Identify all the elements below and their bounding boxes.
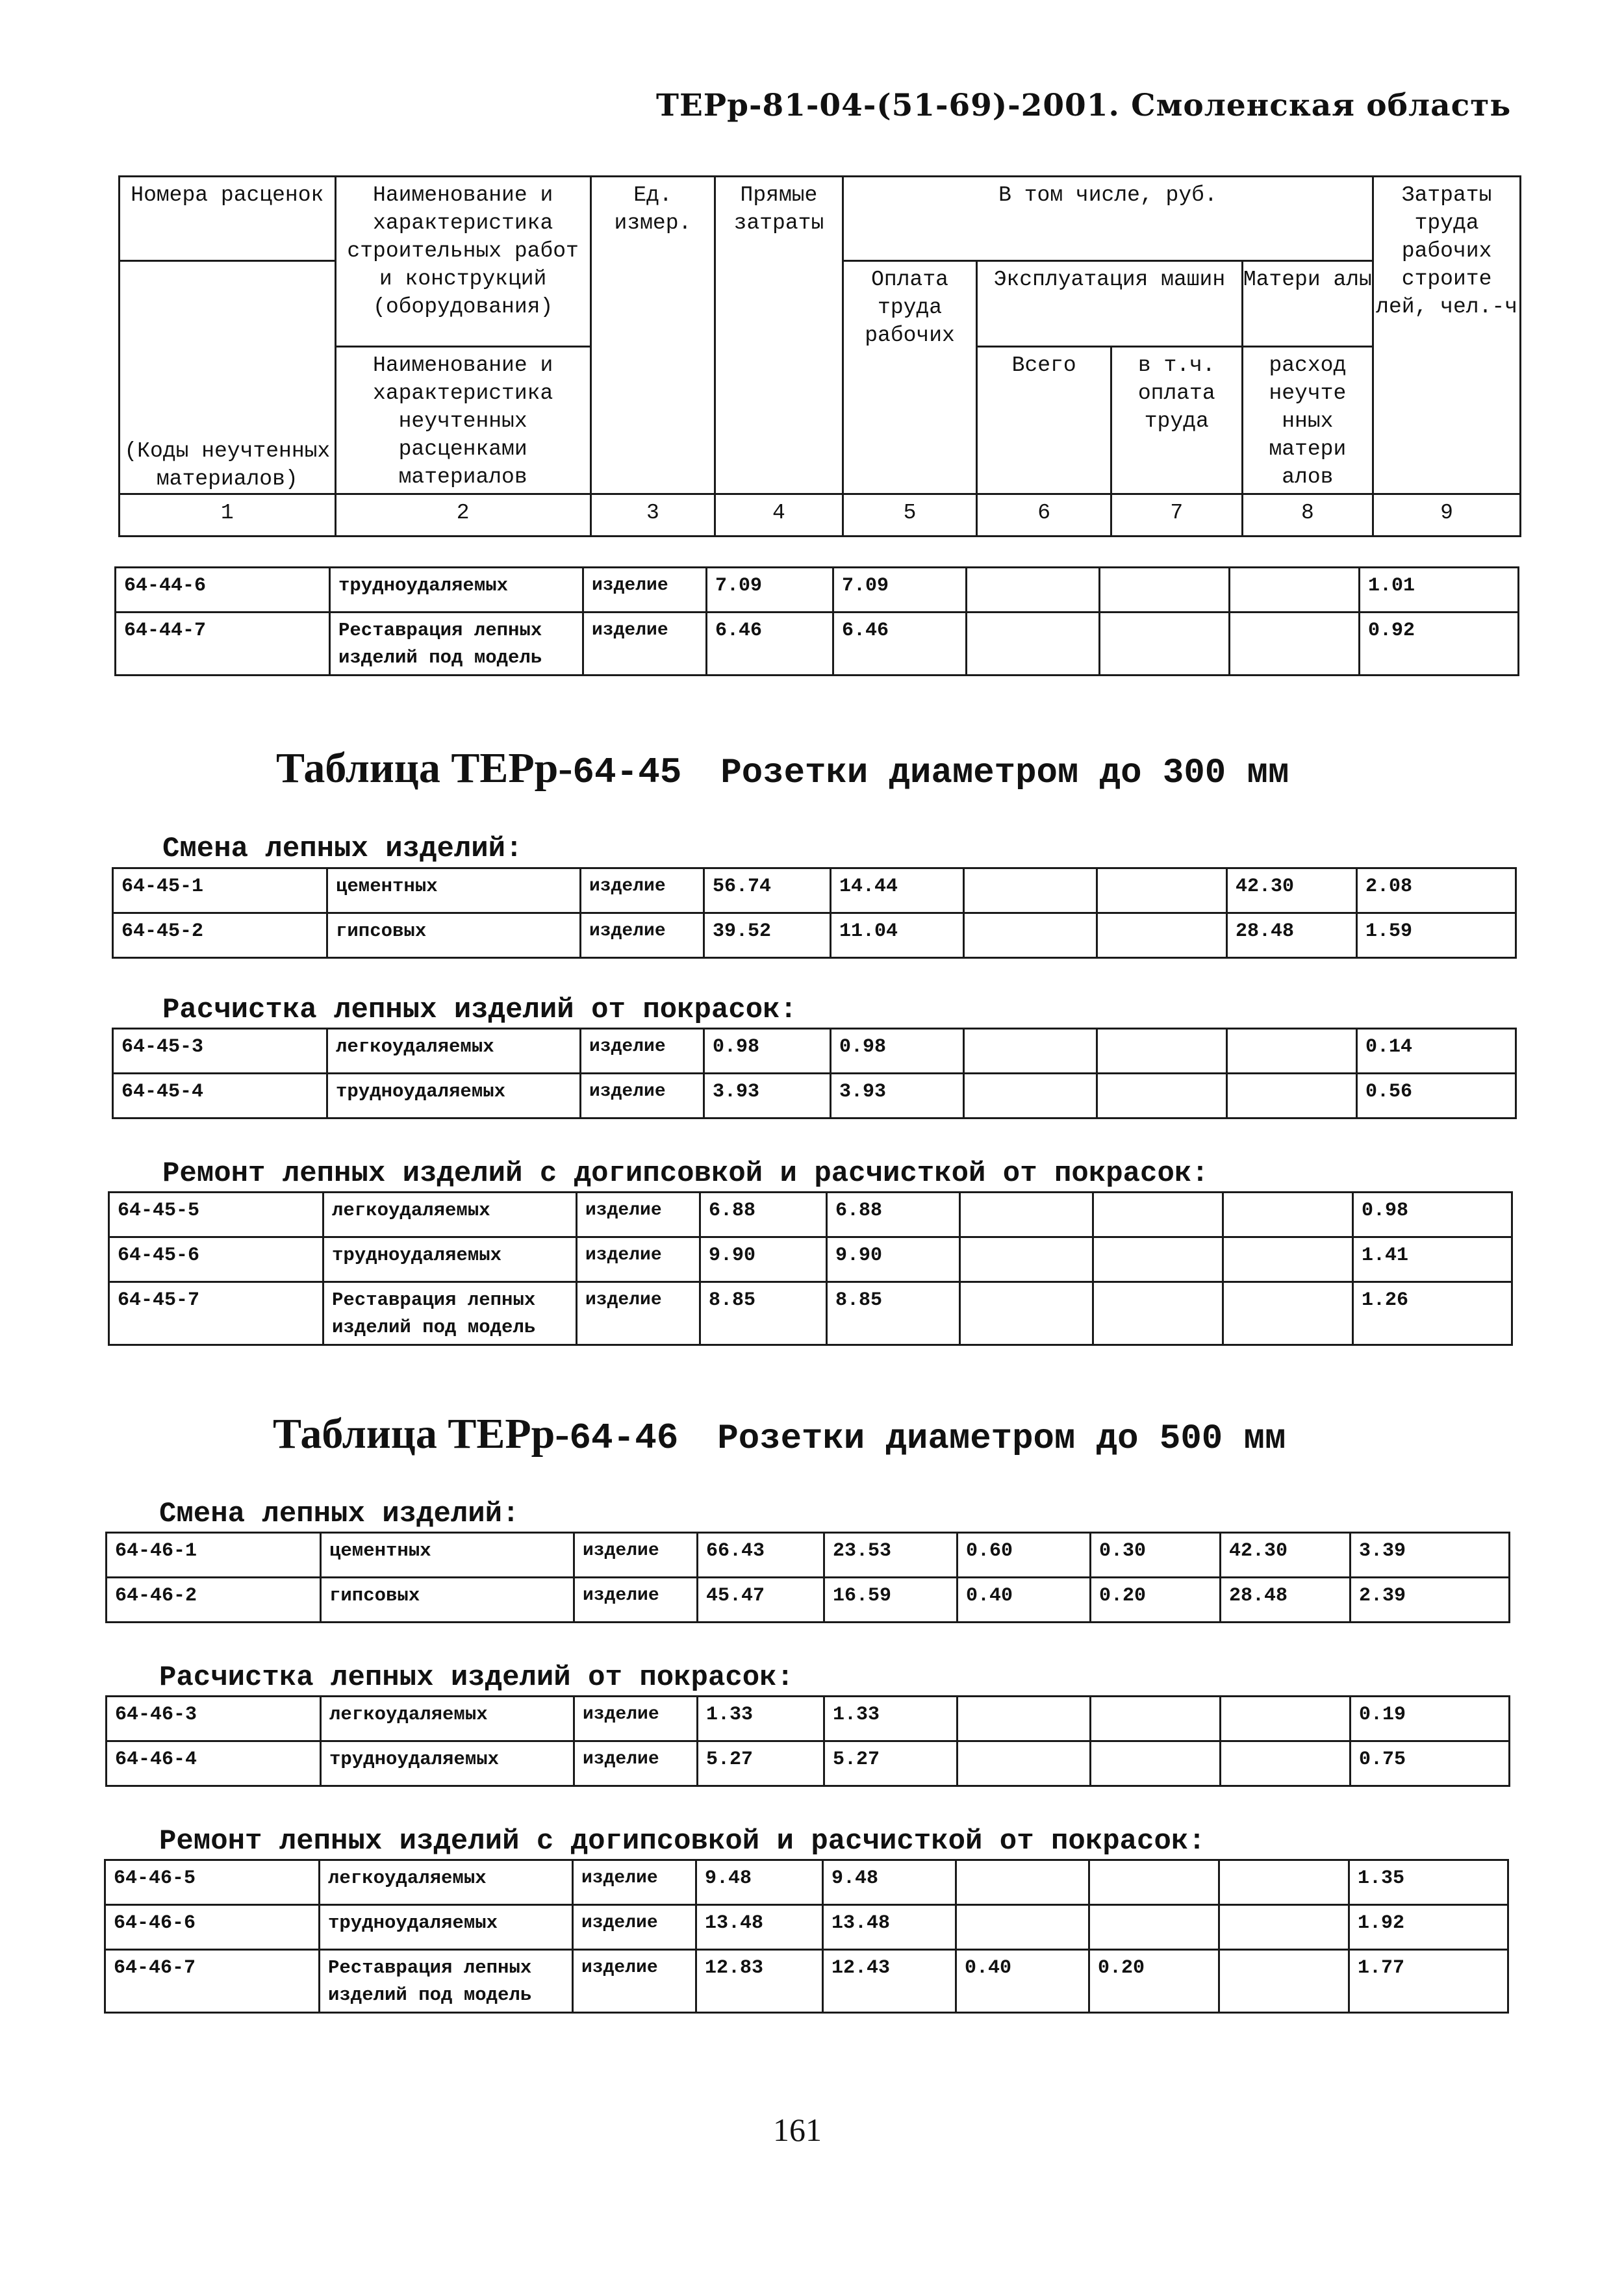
row-name: Реставрация лепных изделий под модель [324,1282,577,1345]
row-machines-total [960,1193,1093,1237]
row-labor-hours: 1.59 [1357,913,1516,958]
col-number: 5 [843,494,977,537]
col-labor-pay-header: Оплата труда рабочих [843,261,977,494]
col-materials-sub-header: расход неучте нных матери алов [1242,346,1373,494]
row-name: цементных [327,868,581,913]
row-labor-hours: 0.14 [1357,1029,1516,1074]
row-direct-cost: 5.27 [698,1741,824,1786]
row-unit: изделие [577,1237,700,1282]
row-machines-total: 0.40 [958,1578,1091,1623]
column-header-table [118,175,1521,537]
row-code: 64-45-1 [113,868,327,913]
row-labor-pay: 6.46 [833,613,967,676]
row-unit: изделие [581,913,704,958]
col-code-sub-header: (Коды неучтенных материалов) [120,261,336,494]
row-labor-pay: 1.33 [824,1697,958,1741]
table-row [109,1193,1512,1237]
table-row [105,1905,1508,1950]
row-unit: изделие [581,1029,704,1074]
row-code: 64-45-2 [113,913,327,958]
row-name: трудноудаляемых [330,568,583,613]
row-machines-total [956,1860,1089,1905]
row-materials [1223,1282,1353,1345]
row-labor-hours: 3.39 [1351,1533,1510,1578]
row-code: 64-44-6 [116,568,330,613]
row-name: трудноудаляемых [327,1074,581,1118]
row-labor-pay: 9.48 [823,1860,956,1905]
col-direct-cost-header: Прямые затраты [715,177,843,494]
row-direct-cost: 39.52 [704,913,831,958]
row-labor-pay: 9.90 [827,1237,960,1282]
row-name: легкоудаляемых [321,1697,574,1741]
row-materials [1221,1697,1351,1741]
row-code: 64-45-7 [109,1282,324,1345]
row-materials [1221,1741,1351,1786]
row-machines-labor [1097,913,1227,958]
row-unit: изделие [574,1741,698,1786]
row-machines-labor [1100,613,1230,676]
row-unit: изделие [573,1860,696,1905]
row-code: 64-45-4 [113,1074,327,1118]
table-row [116,568,1519,613]
row-code: 64-46-7 [105,1950,320,2013]
col-number: 3 [590,494,715,537]
row-machines-labor [1091,1697,1221,1741]
row-direct-cost: 9.48 [696,1860,823,1905]
row-name: Реставрация лепных изделий под модель [320,1950,573,2013]
col-number: 2 [335,494,590,537]
row-machines-total [960,1282,1093,1345]
section-heading: Расчистка лепных изделий от покрасок: [159,1662,794,1694]
table-row [113,913,1516,958]
row-machines-total [964,913,1097,958]
row-direct-cost: 0.98 [704,1029,831,1074]
section-heading: Расчистка лепных изделий от покрасок: [162,994,797,1026]
row-direct-cost: 66.43 [698,1533,824,1578]
row-materials: 28.48 [1227,913,1357,958]
row-unit: изделие [583,568,707,613]
row-materials: 42.30 [1227,868,1357,913]
row-labor-pay: 13.48 [823,1905,956,1950]
col-unit-header: Ед. измер. [590,177,715,494]
row-labor-hours: 0.56 [1357,1074,1516,1118]
col-number: 4 [715,494,843,537]
row-labor-hours: 1.92 [1349,1905,1508,1950]
row-labor-pay: 11.04 [831,913,964,958]
rates-table [112,867,1517,959]
table-row [109,1237,1512,1282]
row-direct-cost: 6.46 [707,613,833,676]
row-machines-total: 0.60 [958,1533,1091,1578]
row-labor-pay: 16.59 [824,1578,958,1623]
section-heading: Смена лепных изделий: [159,1498,520,1530]
row-machines-total: 0.40 [956,1950,1089,2013]
row-materials [1219,1860,1349,1905]
section-heading: Ремонт лепных изделий с догипсовкой и расчисткой от покрасок: [159,1825,1206,1858]
col-machines-labor-header: в т.ч. оплата труда [1111,346,1242,494]
col-number: 1 [120,494,336,537]
row-machines-labor: 0.30 [1091,1533,1221,1578]
col-group-header: В том числе, руб. [843,177,1373,261]
col-name-sub-header: Наименование и характеристика неучтенных расценками материалов [335,346,590,494]
rates-table [112,1028,1517,1119]
row-materials [1219,1905,1349,1950]
row-code: 64-46-6 [105,1905,320,1950]
row-materials: 28.48 [1221,1578,1351,1623]
row-direct-cost: 8.85 [700,1282,827,1345]
row-labor-hours: 0.98 [1353,1193,1512,1237]
row-labor-pay: 3.93 [831,1074,964,1118]
row-unit: изделие [573,1905,696,1950]
row-code: 64-46-3 [107,1697,321,1741]
col-number: 8 [1242,494,1373,537]
row-unit: изделие [574,1578,698,1623]
row-materials: 42.30 [1221,1533,1351,1578]
row-direct-cost: 13.48 [696,1905,823,1950]
row-name: легкоудаляемых [327,1029,581,1074]
page-number: 161 [773,2112,822,2148]
row-name: трудноудаляемых [324,1237,577,1282]
row-machines-labor [1089,1860,1219,1905]
row-materials [1227,1029,1357,1074]
col-machines-total-header: Всего [977,346,1111,494]
section-heading: Смена лепных изделий: [162,833,523,865]
rates-table [105,1532,1510,1623]
row-machines-total [964,868,1097,913]
row-direct-cost: 45.47 [698,1578,824,1623]
row-direct-cost: 1.33 [698,1697,824,1741]
row-machines-labor [1097,1029,1227,1074]
row-code: 64-45-3 [113,1029,327,1074]
table-title-64-45: Таблица ТЕРр-64-45 Розетки диаметром до 300 мм [276,744,1289,793]
row-materials [1230,568,1360,613]
table-row [113,1029,1516,1074]
table-title-64-46: Таблица ТЕРр-64-46 Розетки диаметром до 500 мм [273,1410,1286,1459]
row-labor-pay: 5.27 [824,1741,958,1786]
row-machines-labor [1089,1905,1219,1950]
row-labor-pay: 6.88 [827,1193,960,1237]
row-code: 64-44-7 [116,613,330,676]
row-machines-labor: 0.20 [1089,1950,1219,2013]
row-name: трудноудаляемых [321,1741,574,1786]
rates-table [104,1859,1509,2014]
row-direct-cost: 56.74 [704,868,831,913]
row-name: гипсовых [327,913,581,958]
table-row [109,1282,1512,1345]
row-machines-total [958,1741,1091,1786]
row-unit: изделие [574,1533,698,1578]
row-unit: изделие [573,1950,696,2013]
row-machines-total [967,613,1100,676]
row-labor-hours: 0.75 [1351,1741,1510,1786]
row-labor-pay: 12.43 [823,1950,956,2013]
row-direct-cost: 12.83 [696,1950,823,2013]
row-name: легкоудаляемых [324,1193,577,1237]
col-number: 6 [977,494,1111,537]
row-unit: изделие [581,868,704,913]
row-labor-pay: 23.53 [824,1533,958,1578]
table-row [107,1578,1510,1623]
row-labor-hours: 2.08 [1357,868,1516,913]
col-name-header: Наименование и характеристика строительных работ и конструкций (оборудования) [335,177,590,347]
row-unit: изделие [583,613,707,676]
table-row [105,1950,1508,2013]
row-machines-total [960,1237,1093,1282]
section-heading: Ремонт лепных изделий с догипсовкой и расчисткой от покрасок: [162,1157,1209,1190]
row-unit: изделие [577,1193,700,1237]
row-name: легкоудаляемых [320,1860,573,1905]
row-unit: изделие [574,1697,698,1741]
row-machines-labor: 0.20 [1091,1578,1221,1623]
row-labor-hours: 1.77 [1349,1950,1508,2013]
row-machines-labor [1097,1074,1227,1118]
row-labor-hours: 0.19 [1351,1697,1510,1741]
row-unit: изделие [581,1074,704,1118]
row-labor-pay: 14.44 [831,868,964,913]
page-header: ТЕРр-81-04-(51-69)-2001. Смоленская область [656,88,1512,123]
rates-table [105,1695,1510,1787]
table-row [105,1860,1508,1905]
row-name: Реставрация лепных изделий под модель [330,613,583,676]
col-code-header: Номера расценок [120,177,336,261]
row-unit: изделие [577,1282,700,1345]
row-machines-total [967,568,1100,613]
row-machines-total [958,1697,1091,1741]
row-labor-hours: 1.26 [1353,1282,1512,1345]
row-labor-pay: 0.98 [831,1029,964,1074]
table-row [113,1074,1516,1118]
row-labor-hours: 1.35 [1349,1860,1508,1905]
row-machines-labor [1091,1741,1221,1786]
table-row [107,1533,1510,1578]
row-direct-cost: 6.88 [700,1193,827,1237]
row-materials [1227,1074,1357,1118]
row-labor-pay: 7.09 [833,568,967,613]
row-materials [1223,1237,1353,1282]
row-direct-cost: 9.90 [700,1237,827,1282]
row-machines-labor [1093,1282,1223,1345]
col-number: 7 [1111,494,1242,537]
row-name: цементных [321,1533,574,1578]
row-code: 64-46-2 [107,1578,321,1623]
row-name: трудноудаляемых [320,1905,573,1950]
row-machines-total [956,1905,1089,1950]
col-machines-header: Эксплуатация машин [977,261,1242,347]
table-row [107,1741,1510,1786]
row-code: 64-45-5 [109,1193,324,1237]
row-materials [1219,1950,1349,2013]
col-labor-hours-header: Затраты труда рабочих строите лей, чел.-ч [1373,177,1521,494]
row-code: 64-45-6 [109,1237,324,1282]
row-machines-labor [1093,1193,1223,1237]
row-machines-total [964,1029,1097,1074]
row-labor-pay: 8.85 [827,1282,960,1345]
row-labor-hours: 2.39 [1351,1578,1510,1623]
row-code: 64-46-4 [107,1741,321,1786]
row-machines-labor [1100,568,1230,613]
rates-table [108,1191,1513,1346]
row-materials [1223,1193,1353,1237]
table-row [107,1697,1510,1741]
row-machines-labor [1093,1237,1223,1282]
row-machines-total [964,1074,1097,1118]
row-materials [1230,613,1360,676]
col-materials-header: Матери алы [1242,261,1373,347]
row-code: 64-46-1 [107,1533,321,1578]
rates-table [114,566,1519,676]
row-direct-cost: 3.93 [704,1074,831,1118]
row-labor-hours: 1.41 [1353,1237,1512,1282]
table-row [113,868,1516,913]
row-labor-hours: 1.01 [1360,568,1519,613]
row-machines-labor [1097,868,1227,913]
row-name: гипсовых [321,1578,574,1623]
row-direct-cost: 7.09 [707,568,833,613]
row-code: 64-46-5 [105,1860,320,1905]
col-number: 9 [1373,494,1521,537]
table-row [116,613,1519,676]
row-labor-hours: 0.92 [1360,613,1519,676]
